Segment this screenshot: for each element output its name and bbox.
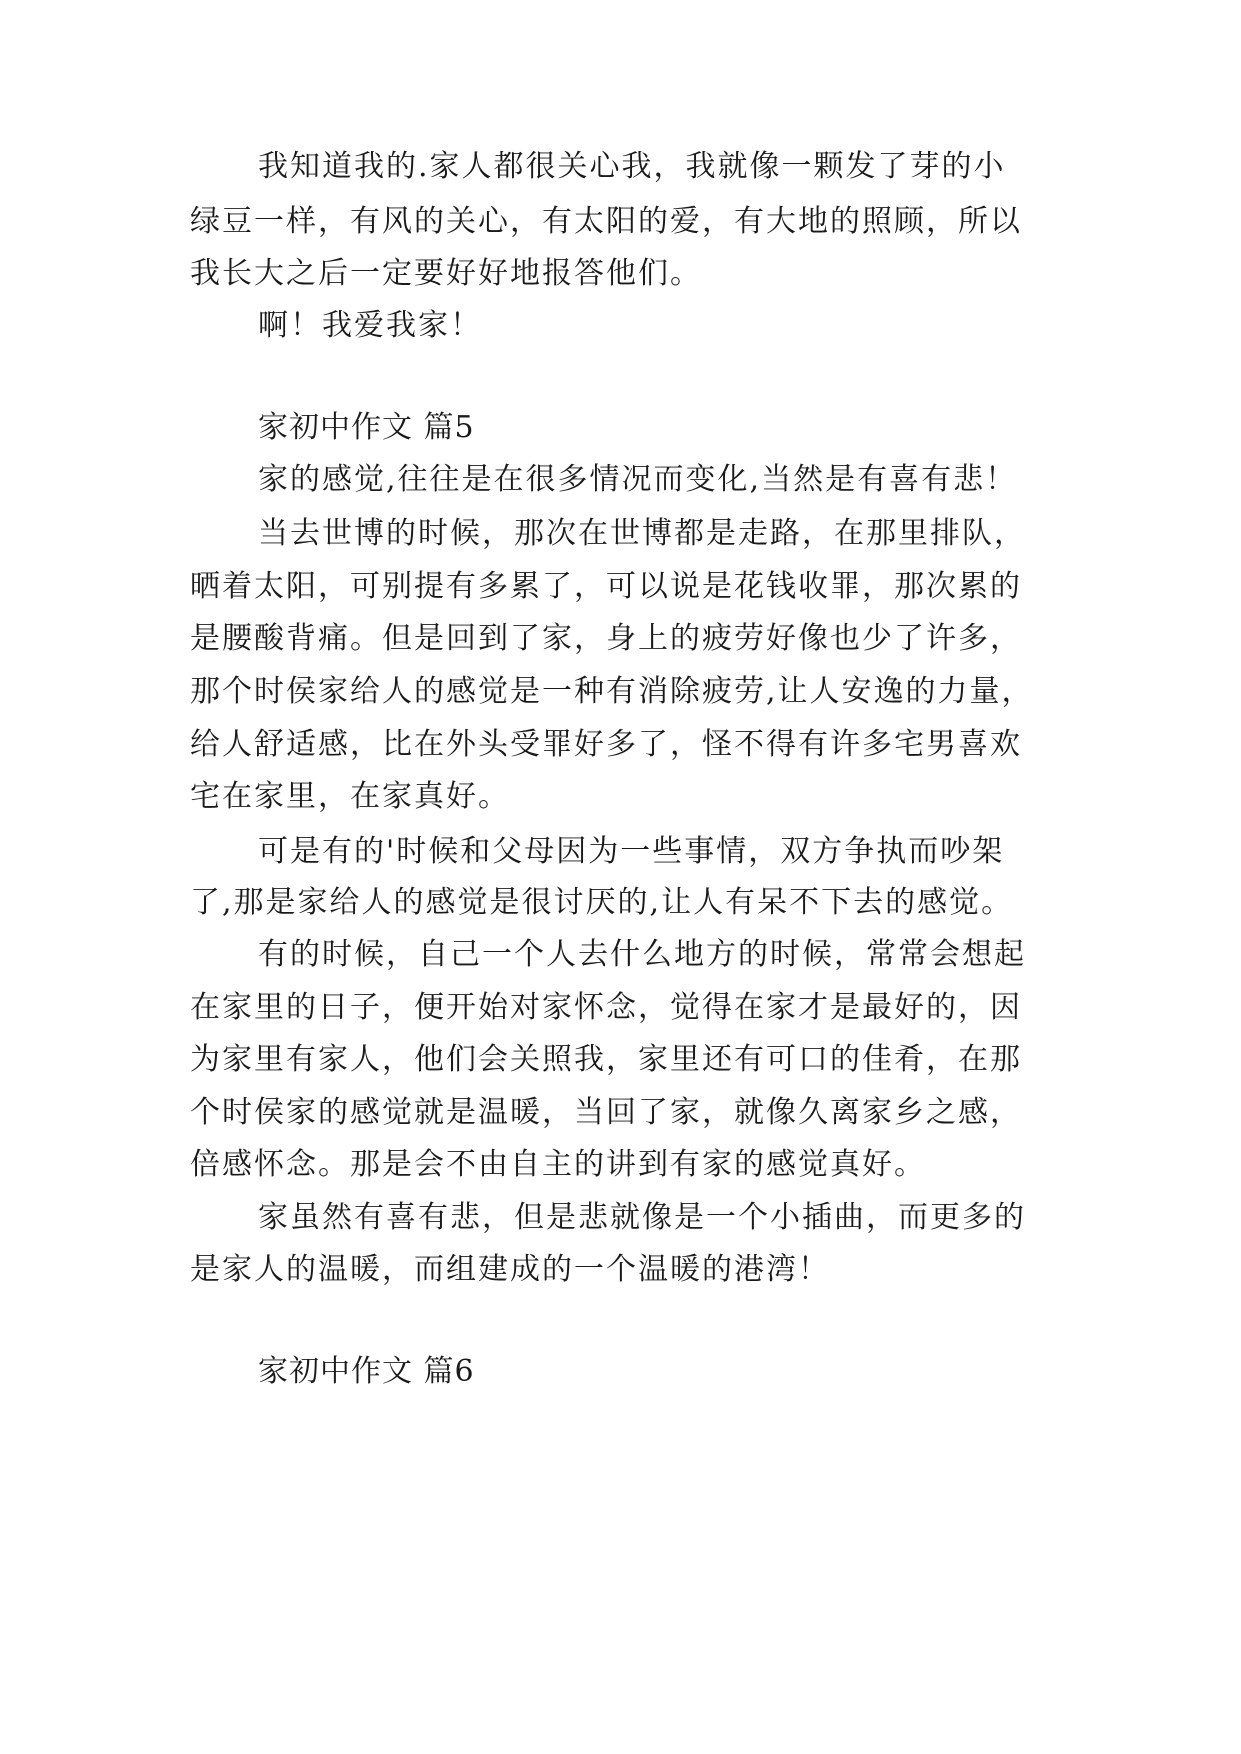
paragraph-line: 家虽然有喜有悲，但是悲就像是一个小插曲，而更多的 <box>258 1200 1026 1235</box>
paragraph-line: 晒着太阳，可别提有多累了，可以说是花钱收罪，那次累的 <box>190 569 1022 604</box>
section-heading: 家初中作文 篇5 <box>258 410 475 445</box>
paragraph-line: 个时侯家的感觉就是温暖，当回了家，就像久离家乡之感， <box>190 1095 1022 1130</box>
paragraph-line: 为家里有家人，他们会关照我，家里还有可口的佳肴，在那 <box>190 1042 1022 1077</box>
paragraph-line: 有的时候，自己一个人去什么地方的时候，常常会想起 <box>258 937 1026 972</box>
paragraph-line: 那个时侯家给人的感觉是一种有消除疲劳,让人安逸的力量， <box>190 674 1034 709</box>
paragraph-line: 了,那是家给人的感觉是很讨厌的,让人有呆不下去的感觉。 <box>190 885 1014 920</box>
section-heading: 家初中作文 篇6 <box>258 1354 475 1389</box>
paragraph-line: 我长大之后一定要好好地报答他们。 <box>190 256 702 291</box>
paragraph-line: 是家人的温暖，而组建成的一个温暖的港湾！ <box>190 1252 830 1287</box>
paragraph-line: 我知道我的.家人都很关心我，我就像一颗发了芽的小 <box>258 149 1006 184</box>
paragraph-line: 啊！我爱我家！ <box>258 308 482 343</box>
paragraph-line: 家的感觉,往往是在很多情况而变化,当然是有喜有悲！ <box>258 462 1018 497</box>
paragraph-line: 宅在家里，在家真好。 <box>190 779 510 814</box>
paragraph-line: 是腰酸背痛。但是回到了家，身上的疲劳好像也少了许多， <box>190 621 1022 656</box>
paragraph-line: 给人舒适感，比在外头受罪好多了，怪不得有许多宅男喜欢 <box>190 727 1022 762</box>
paragraph-line: 当去世博的时候，那次在世博都是走路，在那里排队， <box>258 516 1026 551</box>
paragraph-line: 在家里的日子，便开始对家怀念，觉得在家才是最好的，因 <box>190 990 1022 1025</box>
paragraph-line: 绿豆一样，有风的关心，有太阳的爱，有大地的照顾，所以 <box>190 204 1022 239</box>
paragraph-line: 倍感怀念。那是会不由自主的讲到有家的感觉真好。 <box>190 1147 926 1182</box>
paragraph-line: 可是有的'时候和父母因为一些事情，双方争执而吵架 <box>258 834 1005 869</box>
